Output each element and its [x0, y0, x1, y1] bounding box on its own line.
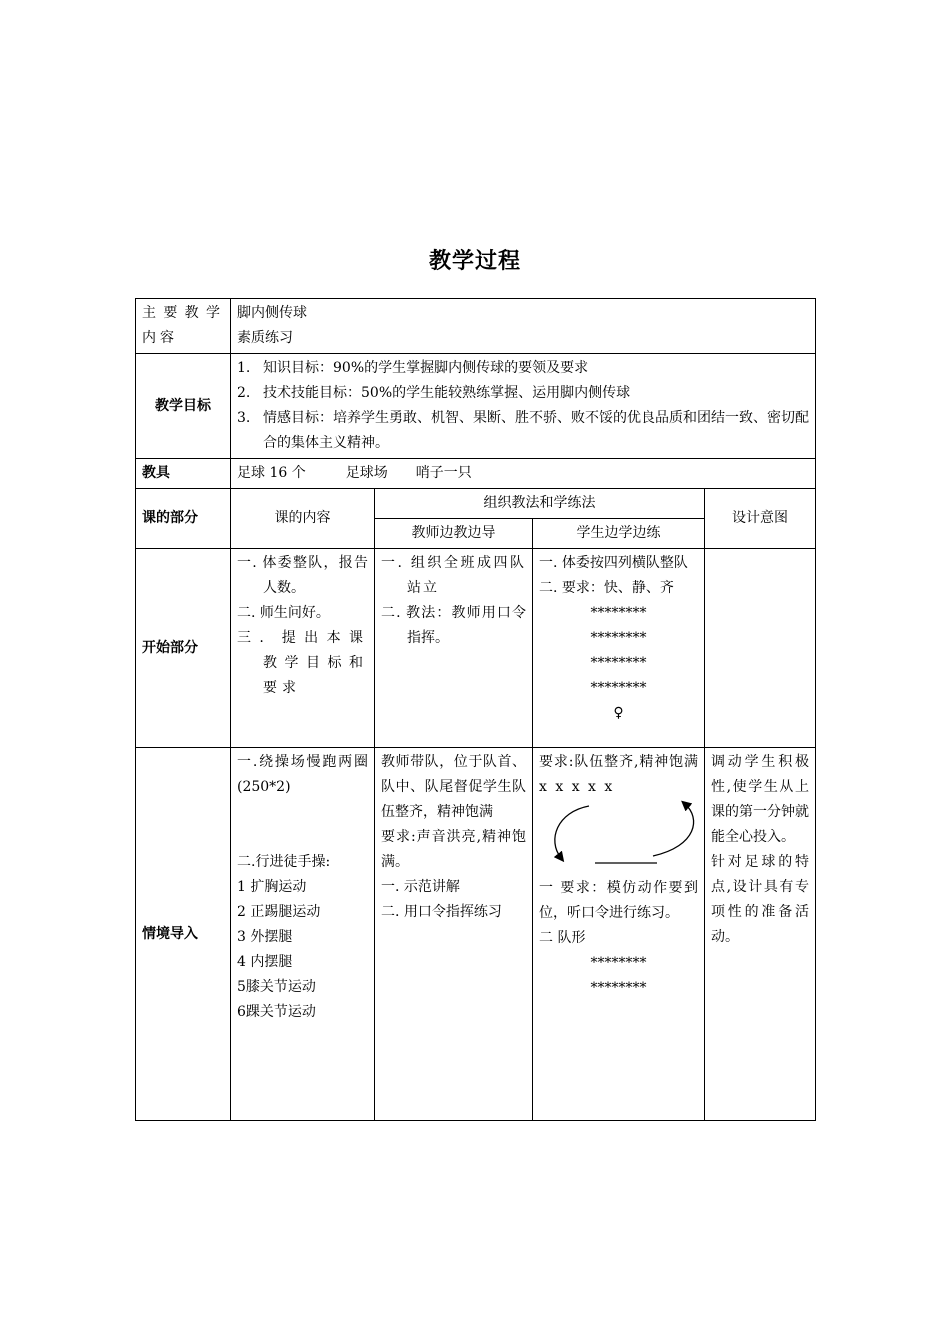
- start-student-item: 一. 体委按四列横队整队: [539, 555, 688, 571]
- intro-teacher-item: 一. 示范讲解: [381, 879, 460, 895]
- start-content-item: 三. 提出本课教学目标和要求: [237, 630, 368, 696]
- start-intent: [705, 549, 816, 748]
- header-org: 组织教法和学练法: [375, 489, 705, 519]
- formation-row: ********: [590, 605, 647, 621]
- goal-item: 3. 情感目标：培养学生勇敢、机智、果断、胜不骄、败不馁的优良品质和团结一致、密切配合的集体主义精神。: [237, 410, 809, 451]
- formation-row: ********: [590, 630, 647, 646]
- intro-teacher-item: 教师带队，位于队首、队中、队尾督促学生队伍整齐，精神饱满: [381, 754, 526, 820]
- goals-cell: [231, 354, 816, 459]
- start-student-item: 二. 要求：快、静、齐: [539, 580, 674, 596]
- running-track-diagram: [539, 800, 698, 876]
- goal-item: 1. 知识目标：90%的学生掌握脚内侧传球的要领及要求: [237, 360, 589, 376]
- lesson-table: [135, 298, 816, 1121]
- intro-teacher-item: 要求:声音洪亮,精神饱满。: [381, 829, 526, 870]
- header-student: 学生边学边练: [533, 519, 705, 549]
- start-content-item: 一. 体委整队，报告人数。: [237, 555, 368, 596]
- track-arrows-icon: [539, 800, 699, 876]
- row-goals: [136, 354, 816, 459]
- header-row: [136, 489, 816, 519]
- intro-intent: [705, 748, 816, 1121]
- goals-label: 教学目标: [136, 354, 231, 459]
- start-teacher: [375, 549, 533, 748]
- exercise-item: 3 外摆腿: [237, 929, 293, 945]
- page-title: 教学过程: [428, 249, 521, 274]
- equipment-item: 哨子一只: [415, 465, 472, 481]
- row-start: [136, 549, 816, 748]
- intro-content: [231, 748, 375, 1121]
- goal-item: 2. 技术技能目标：50%的学生能较熟练掌握、运用脚内侧传球: [237, 385, 631, 401]
- exercise-item: 2 正踢腿运动: [237, 904, 321, 920]
- intro-student-item: 二 队形: [539, 930, 586, 946]
- equipment-label: 教具: [136, 459, 231, 489]
- row-intro: [136, 748, 816, 1121]
- intro-student-formation-x: x x x x x: [539, 779, 615, 795]
- intro-teacher-item: 二. 用口令指挥练习: [381, 904, 502, 920]
- main-content-label: 主要教学内容: [136, 299, 231, 354]
- intro-label: 情境导入: [136, 748, 231, 1121]
- formation-row: ********: [590, 655, 647, 671]
- start-label: 开始部分: [136, 549, 231, 748]
- exercise-item: 1 扩胸运动: [237, 879, 307, 895]
- intro-intent-item: 调动学生积极性,使学生从上课的第一分钟就能全心投入。: [711, 754, 809, 845]
- header-teacher: 教师边教边导: [375, 519, 533, 549]
- start-content: [231, 549, 375, 748]
- header-intent: 设计意图: [705, 489, 816, 549]
- start-teacher-item: 一. 组织全班成四队站立: [381, 555, 526, 596]
- intro-content-item: 一.绕操场慢跑两圈(250*2): [237, 754, 368, 795]
- formation-row: ********: [590, 955, 647, 971]
- exercise-item: 6踝关节运动: [237, 1004, 316, 1020]
- start-content-item: 二. 师生问好。: [237, 605, 330, 621]
- intro-intent-item: 针对足球的特点,设计具有专项性的准备活动。: [711, 854, 809, 945]
- main-content-item: 素质练习: [237, 330, 293, 346]
- main-content-item: 脚内侧传球: [237, 305, 307, 321]
- start-student: [533, 549, 705, 748]
- main-content-cell: [231, 299, 816, 354]
- intro-content-item: 二.行进徒手操:: [237, 854, 331, 870]
- row-main-content: [136, 299, 816, 354]
- intro-student-requirement: 要求:队伍整齐,精神饱满: [539, 754, 698, 770]
- equipment-cell: [231, 459, 816, 489]
- header-content: 课的内容: [231, 489, 375, 549]
- intro-teacher: [375, 748, 533, 1121]
- formation-row: ********: [590, 980, 647, 996]
- equipment-item: 足球 16 个: [237, 465, 306, 481]
- equipment-item: 足球场: [345, 465, 388, 481]
- teacher-symbol: ♀: [613, 705, 624, 721]
- start-teacher-item: 二. 教法：教师用口令指挥。: [381, 605, 526, 646]
- formation-row: ********: [590, 680, 647, 696]
- intro-student: [533, 748, 705, 1121]
- header-part: 课的部分: [136, 489, 231, 549]
- exercise-item: 4 内摆腿: [237, 954, 293, 970]
- exercise-item: 5膝关节运动: [237, 979, 316, 995]
- intro-student-item: 一 要求：模仿动作要到位，听口令进行练习。: [539, 880, 698, 921]
- row-equipment: [136, 459, 816, 489]
